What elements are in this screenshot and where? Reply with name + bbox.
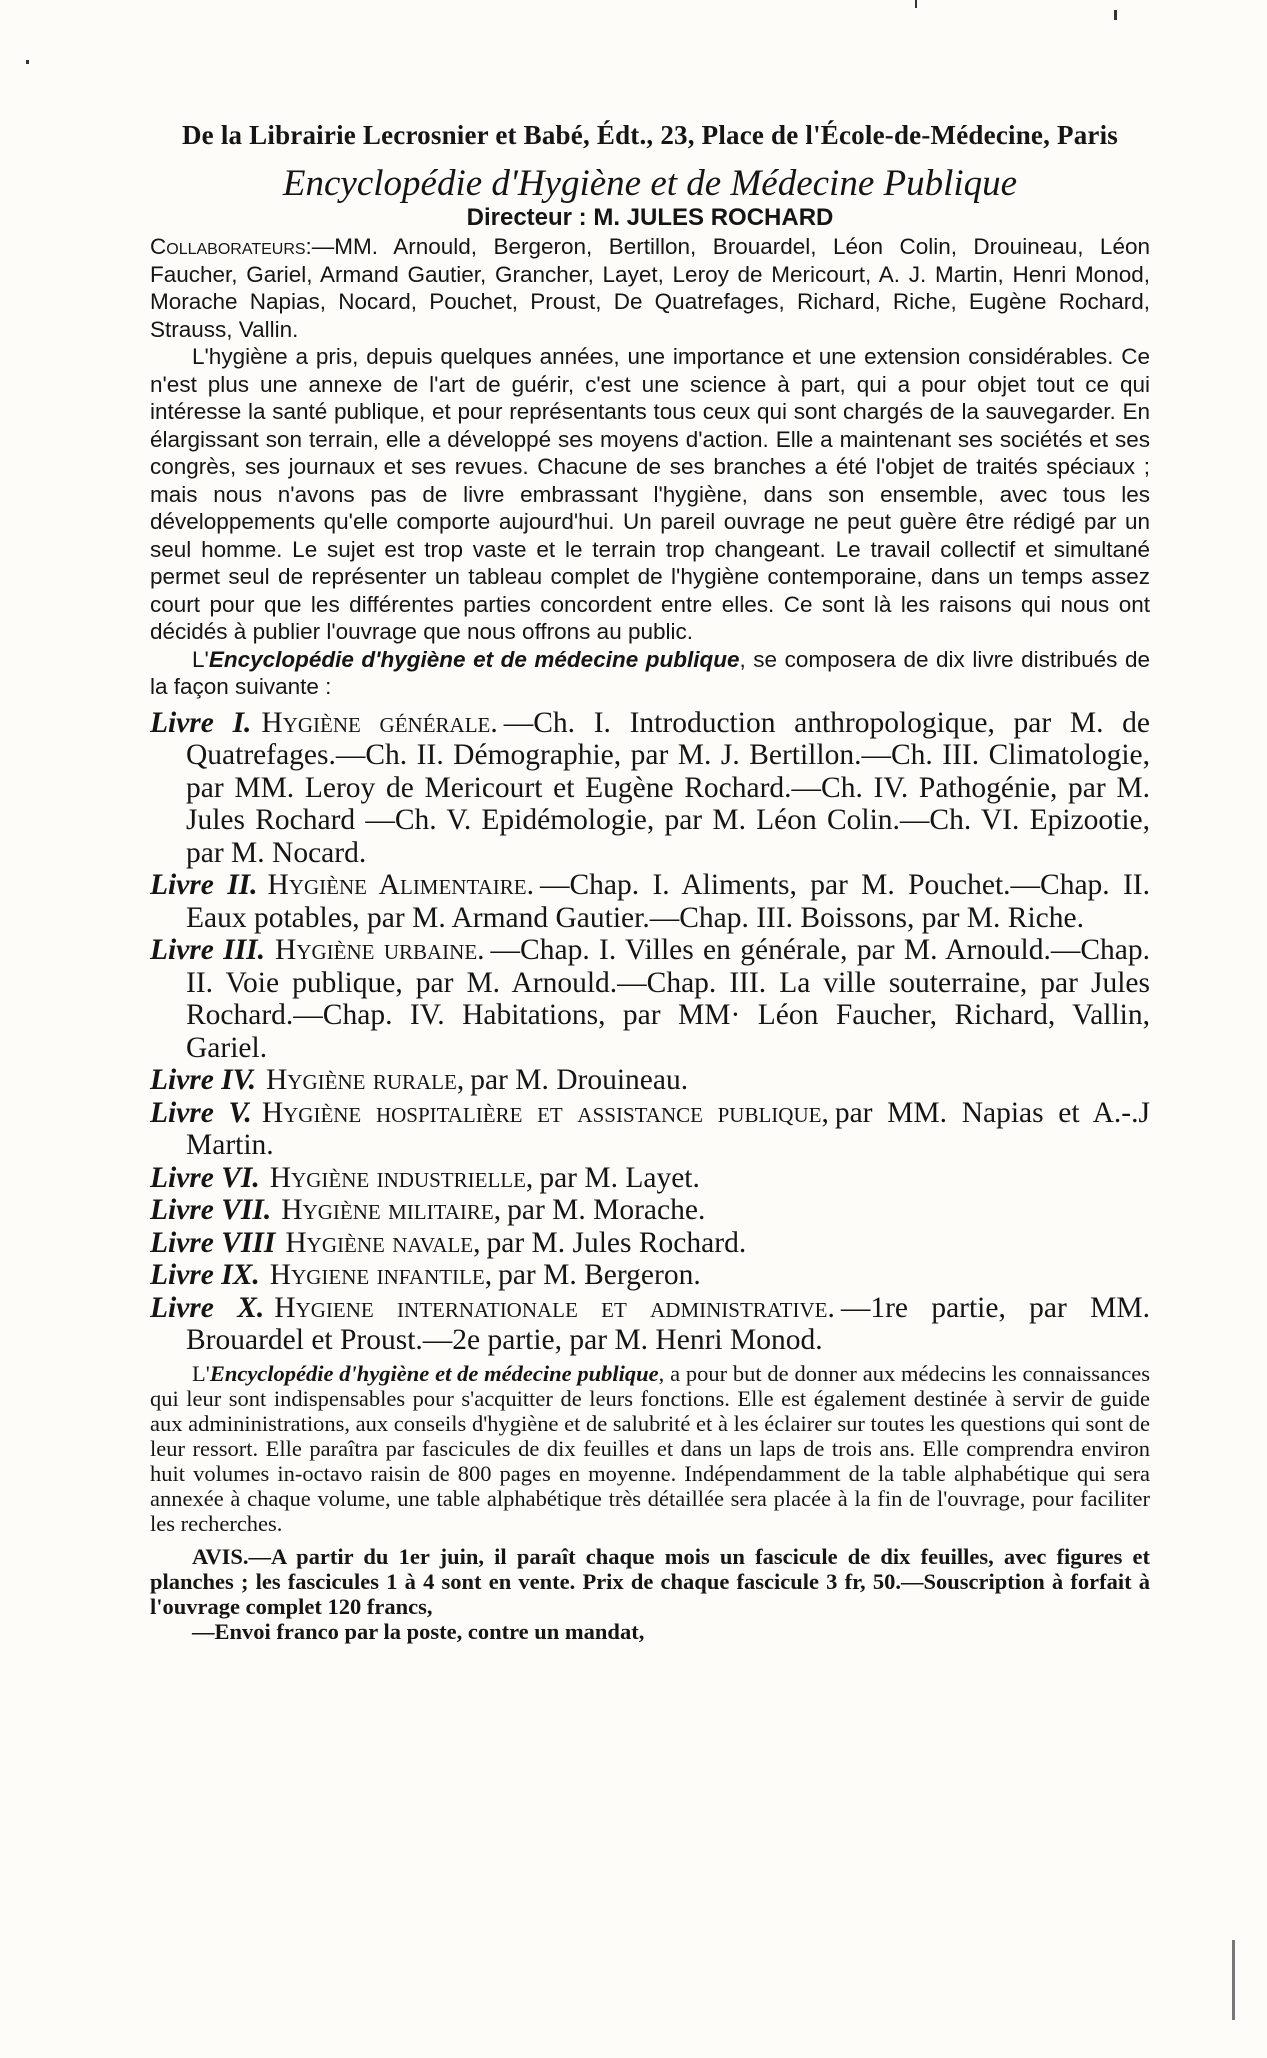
print-speck bbox=[1114, 10, 1117, 20]
book-subject: Hygiène Alimentaire. bbox=[267, 869, 534, 902]
book-content: —1re partie, par MM. Brouardel et Proust.—2e partie, par M. Henri Monod. bbox=[186, 1291, 1150, 1357]
book-entry bbox=[150, 1097, 1150, 1162]
book-entry bbox=[150, 1292, 1150, 1357]
avis-notice bbox=[150, 1544, 1150, 1644]
book-entry bbox=[150, 707, 1150, 870]
purpose-lead: L' bbox=[192, 1360, 210, 1386]
print-speck bbox=[915, 0, 917, 8]
book-subject: Hygiene internationale et administrative. bbox=[274, 1291, 835, 1324]
book-entry bbox=[150, 869, 1150, 934]
book-label: Livre X. bbox=[150, 1291, 265, 1324]
book-content: par M. Bergeron. bbox=[498, 1259, 701, 1292]
book-content: par MM. Napias et A.-.J Martin. bbox=[186, 1096, 1150, 1162]
book-label: Livre IV. bbox=[150, 1064, 256, 1097]
advertisement-page bbox=[150, 120, 1150, 1644]
book-entry bbox=[150, 1064, 1150, 1097]
book-label: Livre I. bbox=[150, 706, 252, 739]
purpose-title: Encyclopédie d'hygiène et de médecine publique bbox=[209, 1360, 659, 1386]
purpose-rest: , a pour but de donner aux médecins les connaissances qui leur sont indispensables pour s'acquitter de leurs fonctions. Elle est également destinée à servir de guide aux admininistrations, aux conseils d'hygiène et de salubrité et à les éclairer sur toutes les questions qui sont de leur ressort. Elle paraîtra par fascicules de dix feuilles et dans un laps de trois ans. Elle comprendra environ huit volumes in-octavo raisin de 800 pages en moyenne. Indépendamment de la table alphabétique qui sera annexée à chaque volume, une table alphabétique très détaillée sera placée à la fin de l'ouvrage, pour faciliter les recherches. bbox=[150, 1360, 1150, 1536]
print-speck bbox=[1232, 1940, 1235, 2020]
book-content: —Chap. I. Aliments, par M. Pouchet.—Chap. II. Eaux potables, par M. Armand Gautier.—Chap. III. Boissons, par M. Riche. bbox=[186, 869, 1151, 934]
book-content: —Ch. I. Introduction anthropologique, par M. de Quatrefages.—Ch. II. Démographie, par M. J. Bertillon.—Ch. III. Climatologie, par MM. Leroy de Mericourt et Eugène Rochard.—Ch. IV. Pathogénie, par M. Jules Rochard —Ch. V. Epidémologie, par M. Léon Colin.—Ch. VI. Epizootie, par M. Nocard. bbox=[186, 706, 1150, 869]
book-label: Livre II. bbox=[150, 869, 258, 902]
book-label: Livre V. bbox=[150, 1096, 252, 1129]
book-subject: Hygiene infantile, bbox=[269, 1259, 493, 1292]
book-list bbox=[150, 707, 1150, 1357]
book-subject: Hygiène militaire, bbox=[281, 1194, 502, 1227]
purpose-paragraph bbox=[150, 1361, 1150, 1536]
book-entry bbox=[150, 1194, 1150, 1227]
collaborators-names: Arnould, Bergeron, Bertillon, Brouardel, Léon Colin, Drouineau, Léon Faucher, Gariel, Armand Gautier, Grancher, Layet, Leroy de Mericourt, A. J. Martin, Henri Monod, Morache Napias, Nocard, Pouchet, Proust, De Quatrefages, Richard, Riche, Eugène Rochard, Strauss, Vallin. bbox=[150, 234, 1150, 342]
avis-last-line: —Envoi franco par la poste, contre un mandat, bbox=[192, 1618, 645, 1644]
distribution-lead: L' bbox=[192, 646, 209, 672]
book-subject: Hygiène générale. bbox=[261, 706, 498, 739]
book-content: par M. Drouineau. bbox=[470, 1064, 689, 1097]
book-label: Livre IX. bbox=[150, 1259, 260, 1292]
encyclopedia-title: Encyclopédie d'Hygiène et de Médecine Publique bbox=[282, 163, 1018, 204]
book-entry bbox=[150, 1227, 1150, 1260]
distribution-paragraph bbox=[150, 646, 1150, 701]
book-content: par M. Layet. bbox=[539, 1161, 700, 1194]
print-speck bbox=[26, 60, 29, 64]
book-entry bbox=[150, 1162, 1150, 1195]
book-label: Livre VIII bbox=[150, 1226, 276, 1259]
book-label: Livre III. bbox=[150, 934, 266, 967]
book-content: —Chap. I. Villes en générale, par M. Arnould.—Chap. II. Voie publique, par M. Arnould.—Chap. III. La ville souterraine, par Jules Rochard.—Chap. IV. Habitations, par MM· Léon Faucher, Richard, Vallin, Gariel. bbox=[186, 934, 1151, 1064]
director-line: Directeur : M. JULES ROCHARD bbox=[466, 203, 834, 231]
avis-text: AVIS.—A partir du 1er juin, il paraît chaque mois un fascicule de dix feuilles, avec figures et planches ; les fascicules 1 à 4 sont en vente. Prix de chaque fascicule 3 fr, 50.—Souscription à forfait à l'ouvrage complet 120 francs, bbox=[150, 1543, 1150, 1619]
distribution-rest: , se composera de dix livre distribués de la façon suivante : bbox=[150, 646, 1150, 700]
book-entry bbox=[150, 934, 1150, 1064]
distribution-title: Encyclopédie d'hygiène et de médecine publique bbox=[208, 646, 740, 672]
book-subject: Hygiène navale, bbox=[285, 1226, 481, 1259]
book-label: Livre VII. bbox=[150, 1194, 272, 1227]
collaborators-label: Collaborateurs:—MM. bbox=[150, 234, 379, 260]
book-subject: Hygiène urbaine. bbox=[275, 934, 485, 967]
book-subject: Hygiène rurale, bbox=[266, 1064, 465, 1097]
book-content: par M. Morache. bbox=[507, 1194, 706, 1227]
collaborators-paragraph bbox=[150, 233, 1150, 343]
book-subject: Hygiène industrielle, bbox=[269, 1161, 534, 1194]
book-subject: Hygiène hospitalière et assistance publique, bbox=[261, 1096, 829, 1129]
publisher-header: De la Librairie Lecrosnier et Babé, Édt., 23, Place de l'École-de-Médecine, Paris bbox=[181, 120, 1118, 150]
book-content: par M. Jules Rochard. bbox=[486, 1226, 747, 1259]
book-label: Livre VI. bbox=[150, 1161, 260, 1194]
intro-paragraph: L'hygiène a pris, depuis quelques années, une importance et une extension considérables. Ce n'est plus une annexe de l'art de guérir, c'est une science à part, qui a pour objet tout ce qui intéresse la santé publique, et pour représentants tous ceux qui sont chargés de la sauvegarder. En élargissant son terrain, elle a développé ses moyens d'action. Elle a maintenant ses sociétés et ses congrès, ses journaux et ses revues. Chacune de ses branches a été l'objet de traités spéciaux ; mais nous n'avons pas de livre embrassant l'hygiène, dans son ensemble, avec tous les développements qu'elle comporte aujourd'hui. Un pareil ouvrage ne peut guère être rédigé par un seul homme. Le sujet est trop vaste et le terrain trop changeant. Le travail collectif et simultané permet seul de représenter un tableau complet de l'hygiène contemporaine, dans un temps assez court pour que les différentes parties concordent entre elles. Ce sont là les raisons qui nous ont décidés à publier l'ouvrage que nous offrons au public. bbox=[150, 344, 1150, 645]
book-entry bbox=[150, 1259, 1150, 1292]
